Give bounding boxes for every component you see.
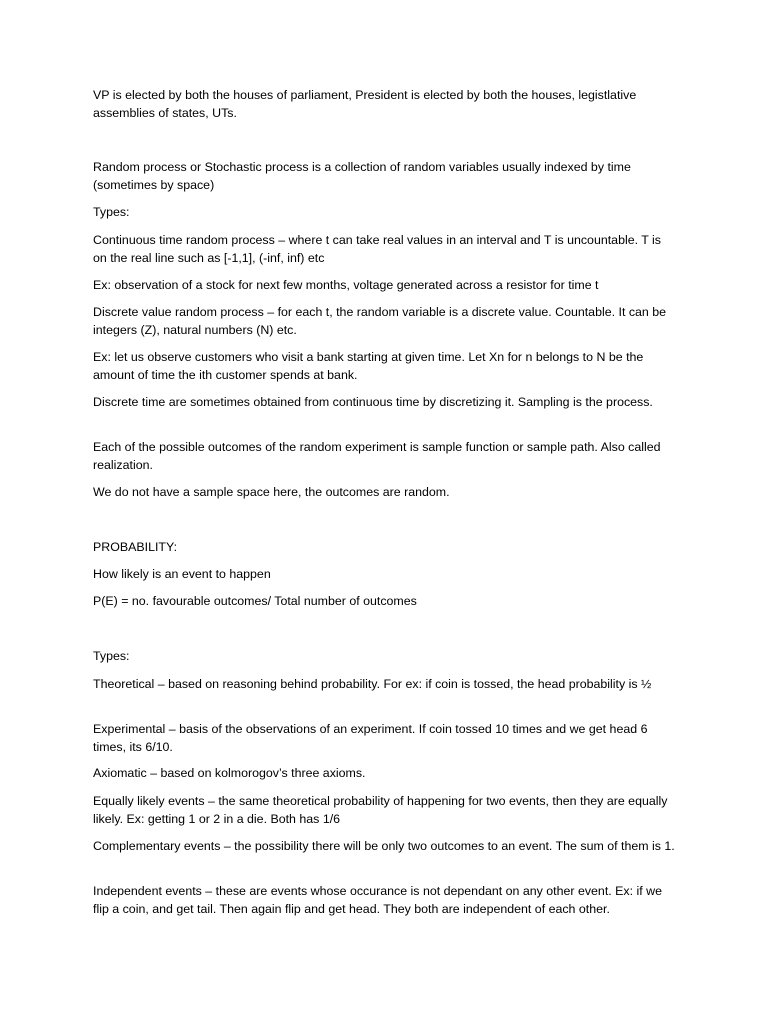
paragraph-vp-election: VP is elected by both the houses of parliament, President is elected by both the houses, legistlative assemblies of states, UTs. [93,88,637,120]
paragraph-continuous-time: Continuous time random process – where t can take real values in an interval and T is uncountable. T is on the real line such as [-1,1], (-inf, inf) etc [93,233,661,265]
paragraph-probability-definition: How likely is an event to happen [93,567,271,581]
paragraph-types-heading: Types: [93,205,130,219]
paragraph-discrete-time: Discrete time are sometimes obtained from continuous time by discretizing it. Sampling is the process. [93,395,653,409]
paragraph-probability-formula: P(E) = no. favourable outcomes/ Total number of outcomes [93,594,417,608]
paragraph-sample-function: Each of the possible outcomes of the random experiment is sample function or sample path. Also called realization. [93,440,661,472]
paragraph-equally-likely: Equally likely events – the same theoretical probability of happening for two events, then they are equally likely. Ex: getting 1 or 2 in a die. Both has 1/6 [93,794,668,826]
paragraph-complementary: Complementary events – the possibility there will be only two outcomes to an event. The sum of them is 1. [93,839,675,853]
paragraph-experimental: Experimental – basis of the observations of an experiment. If coin tossed 10 times and we get head 6 times, its 6/10. [93,722,648,754]
paragraph-sample-space: We do not have a sample space here, the outcomes are random. [93,485,450,499]
paragraph-random-process-definition: Random process or Stochastic process is a collection of random variables usually indexed by time (sometimes by space) [93,160,631,192]
paragraph-probability-heading: PROBABILITY: [93,540,178,554]
paragraph-continuous-example: Ex: observation of a stock for next few months, voltage generated across a resistor for time t [93,278,599,292]
paragraph-axiomatic: Axiomatic – based on kolmorogov’s three axioms. [93,766,366,780]
paragraph-types-heading-2: Types: [93,649,130,663]
paragraph-independent: Independent events – these are events whose occurance is not dependant on any other event. Ex: if we flip a coin, and get tail. Then again flip and get head. They both are independent of each other. [93,884,662,916]
paragraph-discrete-example: Ex: let us observe customers who visit a bank starting at given time. Let Xn for n belongs to N be the amount of time the ith customer spends at bank. [93,350,644,382]
paragraph-theoretical: Theoretical – based on reasoning behind probability. For ex: if coin is tossed, the head probability is ½ [93,677,652,691]
paragraph-discrete-value: Discrete value random process – for each t, the random variable is a discrete value. Countable. It can be integers (Z), natural numbers (N) etc. [93,305,667,337]
